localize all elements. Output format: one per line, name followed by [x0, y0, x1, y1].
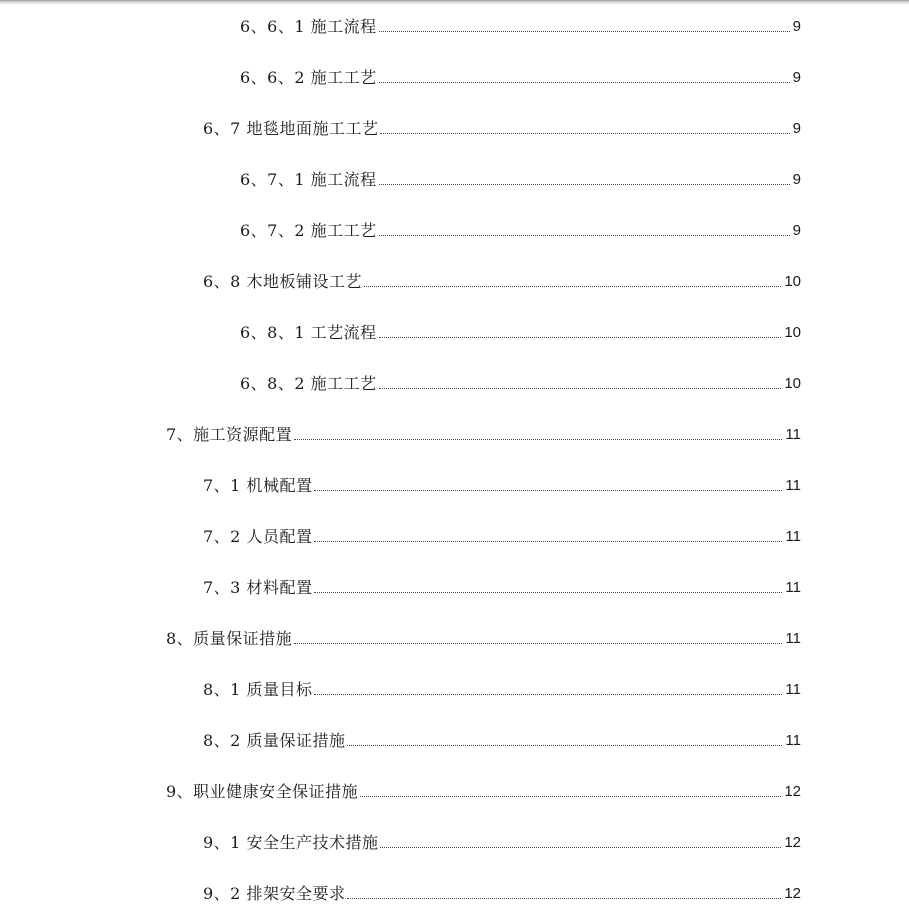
toc-leader-dots — [314, 490, 782, 491]
toc-entry-title: 6、6、2 施工工艺 — [240, 68, 377, 87]
toc-entry[interactable] — [203, 574, 801, 598]
toc-entry-page: 11 — [785, 426, 801, 443]
toc-entry-page: 9 — [792, 222, 801, 239]
toc-entry-title: 7、施工资源配置 — [166, 425, 293, 444]
toc-entry-title: 8、质量保证措施 — [166, 629, 293, 648]
toc-entry[interactable] — [203, 115, 801, 139]
toc-entry-title: 9、2 排架安全要求 — [203, 884, 346, 903]
toc-leader-dots — [314, 592, 782, 593]
toc-leader-dots — [314, 541, 782, 542]
toc-entry-title: 7、1 机械配置 — [203, 476, 313, 495]
toc-entry-title: 9、1 安全生产技术措施 — [203, 833, 379, 852]
toc-entry[interactable] — [240, 13, 801, 37]
toc-entry-title: 6、6、1 施工流程 — [240, 17, 377, 36]
toc-leader-dots — [347, 898, 781, 899]
toc-leader-dots — [364, 286, 781, 287]
toc-leader-dots — [380, 133, 789, 134]
toc-entry[interactable] — [203, 268, 801, 292]
toc-entry[interactable] — [203, 829, 801, 853]
toc-entry-title: 7、3 材料配置 — [203, 578, 313, 597]
toc-entry[interactable] — [203, 472, 801, 496]
toc-entry-page: 9 — [792, 69, 801, 86]
toc-leader-dots — [380, 847, 781, 848]
toc-entry-title: 6、8、1 工艺流程 — [240, 323, 377, 342]
toc-entry-page: 11 — [785, 528, 801, 545]
toc-entry-page: 11 — [785, 579, 801, 596]
toc-entry-title: 6、7、1 施工流程 — [240, 170, 377, 189]
toc-entry-page: 12 — [784, 885, 801, 902]
toc-entry-page: 12 — [784, 783, 801, 800]
toc-entry[interactable] — [240, 370, 801, 394]
toc-entry-title: 6、7 地毯地面施工工艺 — [203, 119, 379, 138]
toc-leader-dots — [294, 439, 782, 440]
toc-entry-title: 6、8 木地板铺设工艺 — [203, 272, 362, 291]
toc-entry[interactable] — [240, 64, 801, 88]
toc-entry[interactable] — [203, 880, 801, 904]
toc-entry[interactable] — [240, 217, 801, 241]
toc-entry-page: 11 — [785, 630, 801, 647]
toc-entry[interactable] — [203, 523, 801, 547]
toc-leader-dots — [360, 796, 781, 797]
toc-entry-title: 6、8、2 施工工艺 — [240, 374, 377, 393]
toc-entry[interactable] — [166, 421, 801, 445]
toc-entry[interactable] — [240, 166, 801, 190]
toc-entry-title: 8、1 质量目标 — [203, 680, 313, 699]
toc-leader-dots — [379, 31, 790, 32]
toc-leader-dots — [379, 184, 790, 185]
toc-entry-page: 11 — [785, 477, 801, 494]
toc-entry-page: 9 — [792, 18, 801, 35]
toc-leader-dots — [294, 643, 782, 644]
toc-leader-dots — [379, 337, 782, 338]
toc-entry-page: 12 — [784, 834, 801, 851]
toc-entry[interactable] — [166, 625, 801, 649]
toc-entry[interactable] — [166, 778, 801, 802]
toc-leader-dots — [379, 388, 782, 389]
toc-entry[interactable] — [203, 727, 801, 751]
toc-entry-title: 9、职业健康安全保证措施 — [166, 782, 359, 801]
toc-leader-dots — [379, 82, 790, 83]
toc-leader-dots — [314, 694, 782, 695]
toc-entry-page: 10 — [784, 324, 801, 341]
toc-entry[interactable] — [203, 676, 801, 700]
toc-entry-title: 8、2 质量保证措施 — [203, 731, 346, 750]
toc-entry-title: 7、2 人员配置 — [203, 527, 313, 546]
toc-entry-page: 11 — [785, 732, 801, 749]
toc-entry-page: 11 — [785, 681, 801, 698]
toc-entry-page: 10 — [784, 273, 801, 290]
toc-leader-dots — [347, 745, 782, 746]
toc-entry-title: 6、7、2 施工工艺 — [240, 221, 377, 240]
toc-entry-page: 10 — [784, 375, 801, 392]
toc-entry-page: 9 — [792, 120, 801, 137]
toc-leader-dots — [379, 235, 790, 236]
toc-entry-page: 9 — [792, 171, 801, 188]
toc-entry[interactable] — [240, 319, 801, 343]
